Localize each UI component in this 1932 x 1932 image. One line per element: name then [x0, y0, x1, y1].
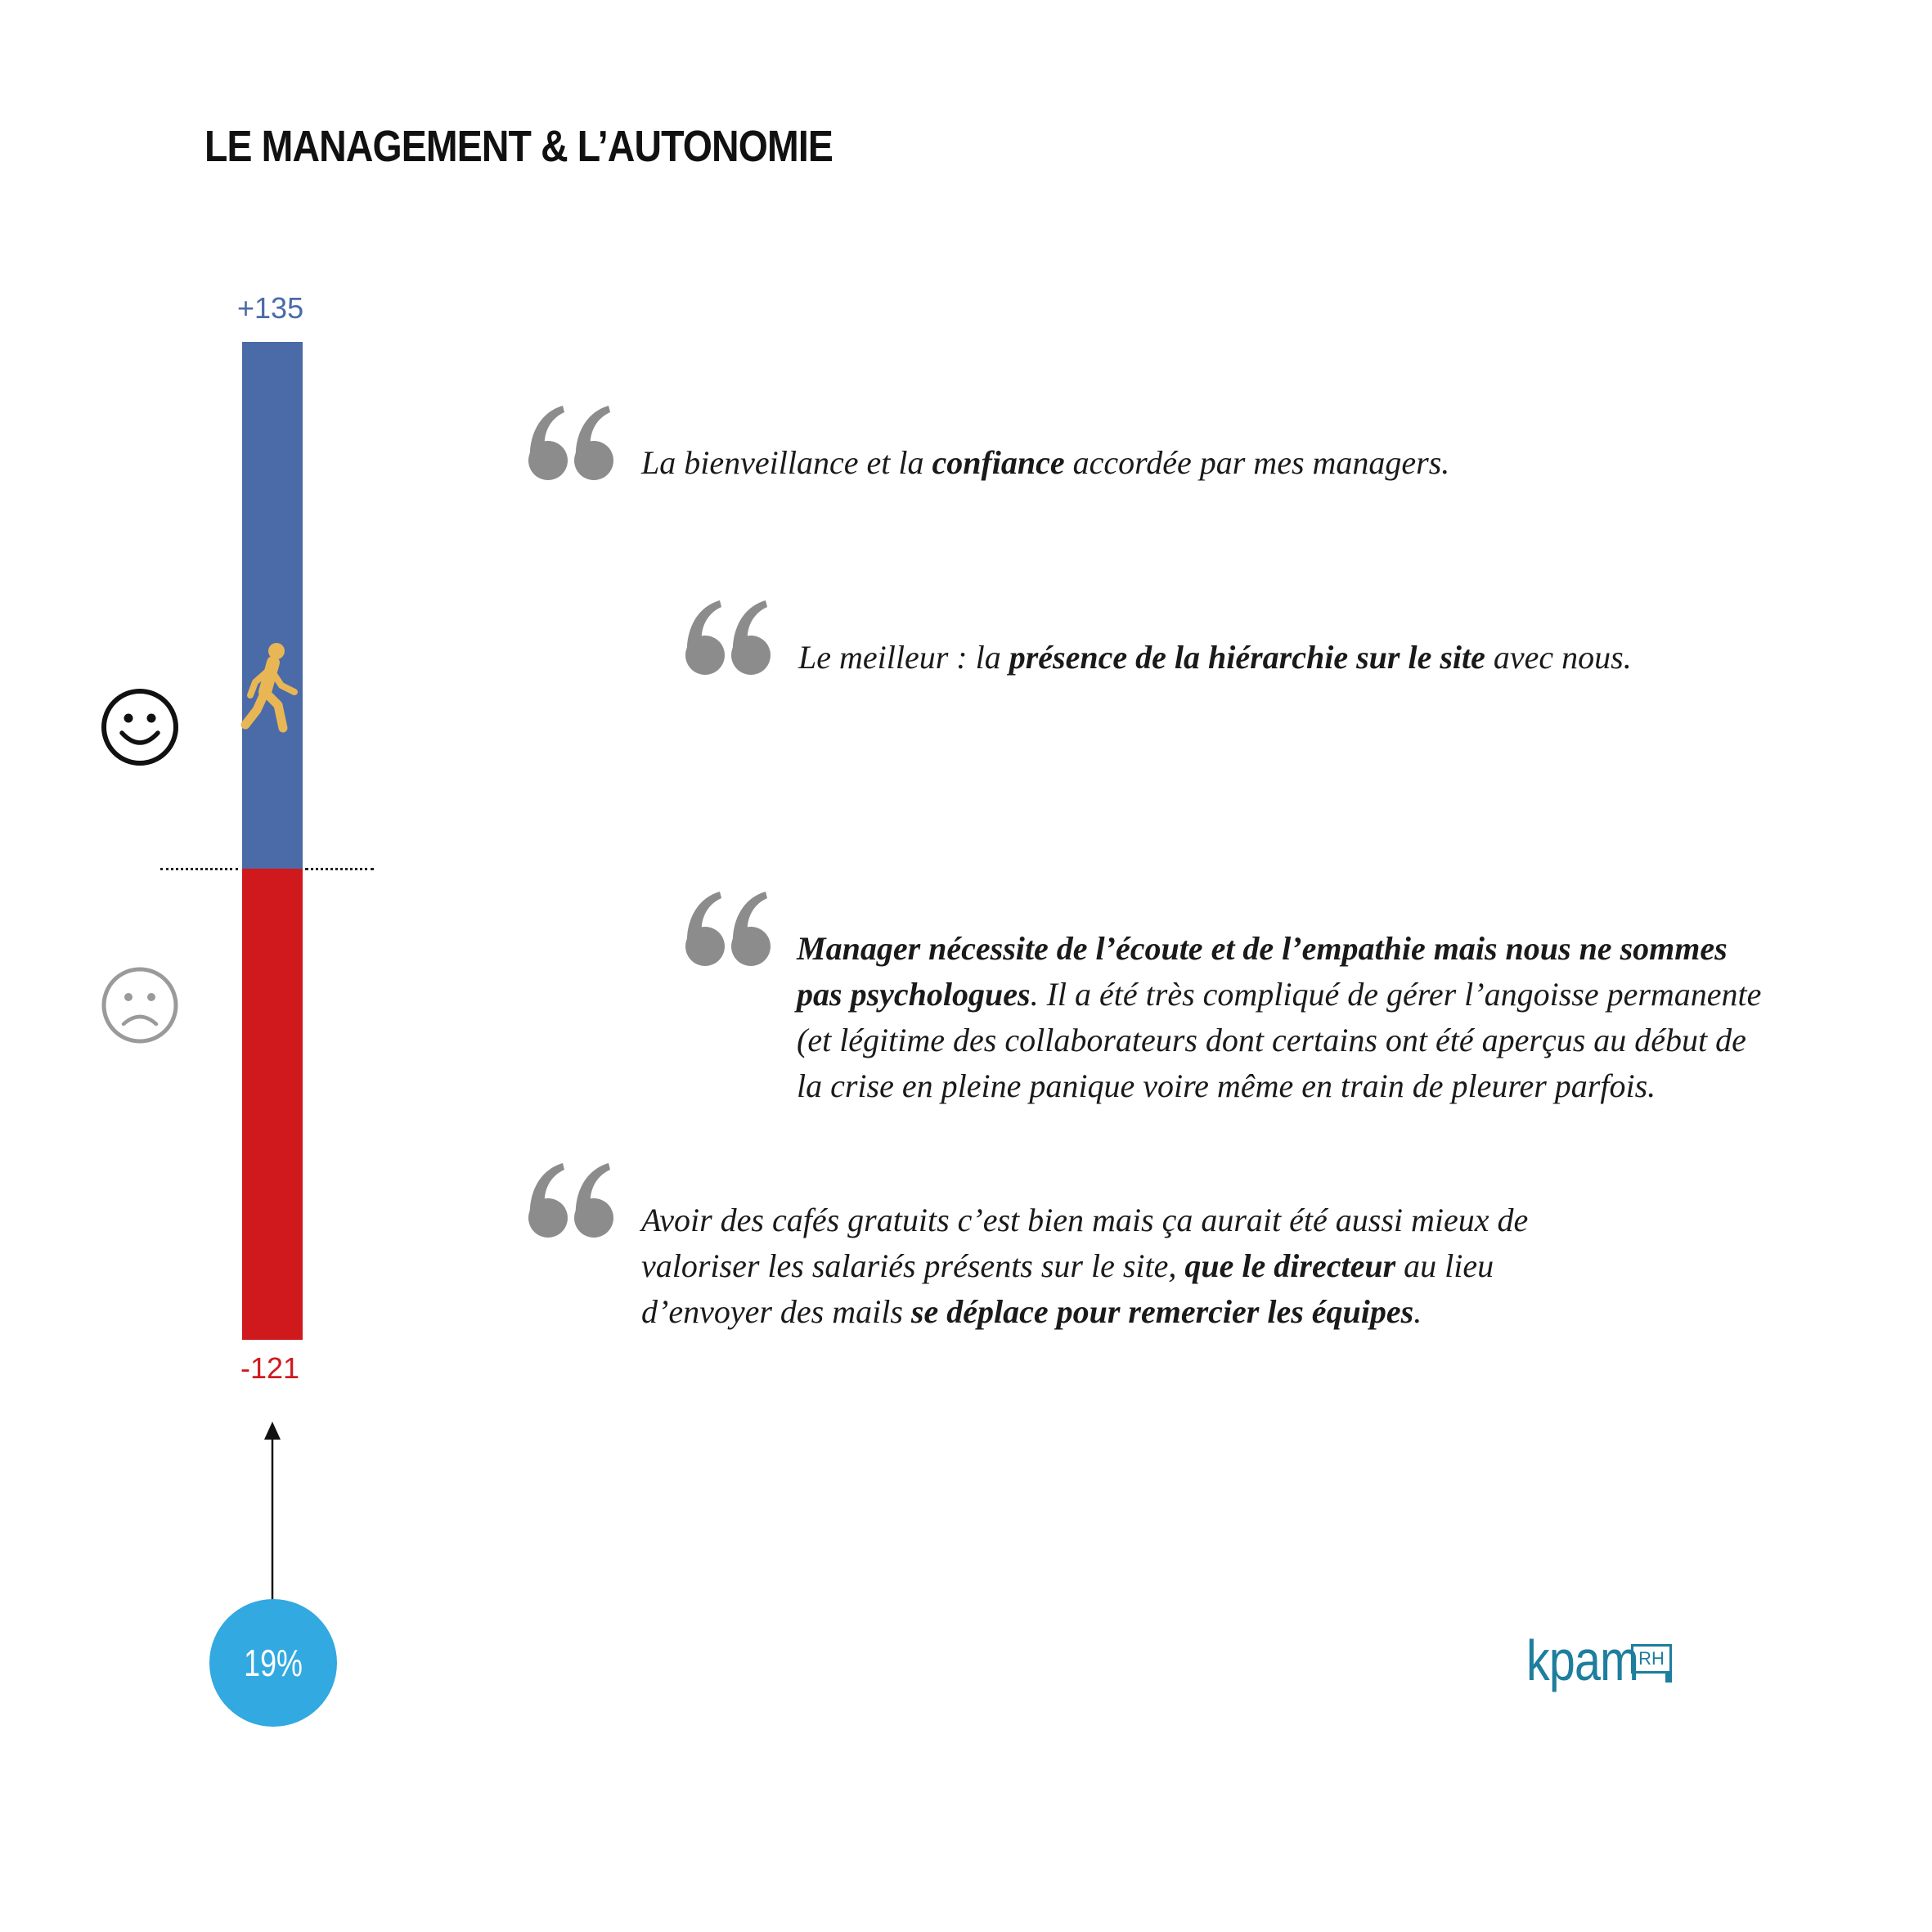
- quote-3: [797, 926, 1762, 1109]
- quote-segment: au lieu d’envoyer des mails: [641, 1247, 1494, 1330]
- quote-emphasis: confiance: [932, 444, 1065, 481]
- quote-2: [798, 635, 1862, 681]
- quote-segment: avec nous.: [1485, 639, 1632, 676]
- quote-mark-icon: [525, 1160, 617, 1242]
- zero-line-left: [160, 868, 238, 870]
- quote-segment: accordée par mes managers.: [1064, 444, 1450, 481]
- percentage-badge: [209, 1599, 337, 1727]
- walking-person-icon: [240, 641, 306, 733]
- percentage-label: 19%: [244, 1642, 303, 1684]
- quote-emphasis: Manager nécessite de l’écoute et de l’empathie mais nous ne sommes pas psychologues: [797, 930, 1728, 1013]
- negative-bar: [242, 869, 303, 1340]
- logo-word: kpam: [1526, 1629, 1639, 1692]
- zero-line-right: [305, 868, 374, 870]
- smiley-face-icon: [100, 687, 180, 767]
- quote-1: [641, 440, 1786, 486]
- scale-top-label: +135: [237, 291, 304, 325]
- quote-segment: . Il a été très compliqué de gérer l’angoisse permanente (et légitime des collaborateurs dont certains ont été aperçus au début de la crise en pleine panique voire même en train de pleurer parfois.: [797, 976, 1762, 1104]
- sad-face-icon: [100, 965, 180, 1045]
- page-title: LE MANAGEMENT & L’AUTONOMIE: [204, 122, 833, 171]
- scale-bottom-label: -121: [240, 1351, 300, 1385]
- quote-segment: La bienveillance et la: [641, 444, 932, 481]
- quote-mark-icon: [682, 597, 774, 679]
- quote-segment: Avoir des cafés gratuits c’est bien mais ça aurait été aussi mieux de valoriser les salariés présents sur le site,: [641, 1202, 1529, 1284]
- quote-emphasis: que le directeur: [1184, 1247, 1396, 1284]
- up-arrow-icon: [260, 1422, 285, 1605]
- quote-emphasis: se déplace pour remercier les équipes: [910, 1293, 1414, 1330]
- quote-mark-icon: [682, 888, 774, 970]
- quote-segment: Le meilleur : la: [798, 639, 1009, 676]
- quote-4: [641, 1197, 1615, 1335]
- positive-bar: [242, 342, 303, 869]
- kpam-rh-logo: [1526, 1628, 1682, 1701]
- quote-segment: .: [1413, 1293, 1422, 1330]
- quote-emphasis: présence de la hiérarchie sur le site: [1009, 639, 1485, 676]
- logo-badge: [1631, 1644, 1672, 1674]
- quote-mark-icon: [525, 402, 617, 484]
- logo-badge-tail: [1665, 1671, 1672, 1683]
- logo-badge-label: RH: [1638, 1648, 1665, 1669]
